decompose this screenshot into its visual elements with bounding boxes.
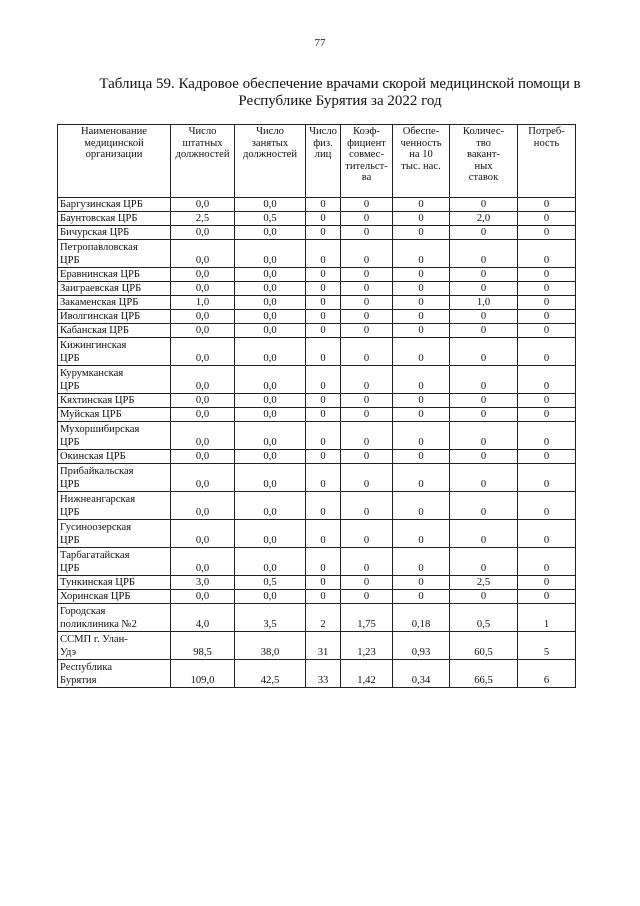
table-row <box>58 296 576 310</box>
value-cell: 1,23 <box>341 632 393 660</box>
value-cell: 0 <box>518 590 576 604</box>
table-row <box>58 450 576 464</box>
value-cell: 0 <box>393 492 450 520</box>
value-cell: 0,0 <box>171 450 235 464</box>
table-row <box>58 548 576 576</box>
value-cell: 0 <box>306 198 341 212</box>
value-cell: 0,0 <box>235 464 306 492</box>
value-cell: 0 <box>306 492 341 520</box>
value-cell: 2,5 <box>171 212 235 226</box>
value-cell: 0 <box>393 310 450 324</box>
table-row <box>58 212 576 226</box>
value-cell: 0,0 <box>171 394 235 408</box>
value-cell: 0 <box>306 296 341 310</box>
value-cell: 0 <box>518 422 576 450</box>
value-cell: 0 <box>306 212 341 226</box>
column-header-line: штатных <box>182 137 223 149</box>
value-cell: 0 <box>341 590 393 604</box>
value-cell: 0,5 <box>235 576 306 590</box>
column-header-line: Коэф- <box>353 126 380 137</box>
table-row <box>58 604 576 632</box>
column-header-2 <box>235 125 306 198</box>
value-cell: 0 <box>306 590 341 604</box>
value-cell: 0 <box>518 366 576 394</box>
value-cell: 98,5 <box>171 632 235 660</box>
value-cell: 0,5 <box>235 212 306 226</box>
column-header-5 <box>393 125 450 198</box>
table-row <box>58 464 576 492</box>
column-header-line: медицинской <box>84 137 144 149</box>
value-cell: 0,0 <box>235 240 306 268</box>
column-header-line: Число <box>188 126 217 137</box>
value-cell: 0 <box>450 310 518 324</box>
organization-name-cell <box>58 296 171 310</box>
value-cell: 42,5 <box>235 660 306 688</box>
column-header-line: вакант- <box>466 149 501 160</box>
value-cell: 2 <box>306 604 341 632</box>
value-cell: 0 <box>341 296 393 310</box>
organization-name-cell <box>58 408 171 422</box>
column-header-line: ченность <box>400 137 442 149</box>
value-cell: 0,0 <box>235 296 306 310</box>
table-row <box>58 268 576 282</box>
value-cell: 0 <box>518 492 576 520</box>
value-cell: 0 <box>341 268 393 282</box>
table-title-line-2: Республике Бурятия за 2022 год <box>238 93 442 109</box>
value-cell: 0 <box>518 226 576 240</box>
value-cell: 3,0 <box>171 576 235 590</box>
value-cell: 0 <box>341 394 393 408</box>
value-cell: 0 <box>341 422 393 450</box>
value-cell: 0 <box>306 226 341 240</box>
value-cell: 0 <box>518 394 576 408</box>
column-header-line: Наименование <box>81 126 147 137</box>
organization-name-cell <box>58 632 171 660</box>
value-cell: 0 <box>341 408 393 422</box>
value-cell: 0 <box>450 226 518 240</box>
organization-name-line: Нижнеангарская <box>60 494 136 505</box>
table-row <box>58 576 576 590</box>
value-cell: 0,0 <box>235 338 306 366</box>
value-cell: 0 <box>393 464 450 492</box>
organization-name-cell <box>58 226 171 240</box>
value-cell: 0 <box>306 464 341 492</box>
value-cell: 6 <box>518 660 576 688</box>
value-cell: 1,42 <box>341 660 393 688</box>
value-cell: 0,0 <box>171 492 235 520</box>
value-cell: 0 <box>393 408 450 422</box>
value-cell: 33 <box>306 660 341 688</box>
table-row <box>58 408 576 422</box>
column-header-line: должностей <box>175 149 230 160</box>
value-cell: 0,0 <box>171 338 235 366</box>
column-header-line: должностей <box>242 149 298 160</box>
organization-name-cell <box>58 590 171 604</box>
value-cell: 0 <box>341 240 393 268</box>
staffing-table <box>57 124 576 688</box>
organization-name-line: Кижингинская <box>60 340 127 351</box>
column-header-line: Обеспе- <box>402 126 440 137</box>
value-cell: 0 <box>341 310 393 324</box>
table-row <box>58 338 576 366</box>
organization-name-cell <box>58 576 171 590</box>
value-cell: 0,0 <box>171 324 235 338</box>
column-header-line: тыс. нас. <box>401 160 441 172</box>
value-cell: 2,0 <box>450 212 518 226</box>
value-cell: 0 <box>306 366 341 394</box>
value-cell: 0 <box>393 226 450 240</box>
value-cell: 66,5 <box>450 660 518 688</box>
organization-name-line: Курумканская <box>60 368 124 379</box>
table-row <box>58 590 576 604</box>
organization-name-cell <box>58 240 171 268</box>
value-cell: 0,0 <box>235 548 306 576</box>
value-cell: 0 <box>450 324 518 338</box>
column-header-line: Потреб- <box>528 126 565 137</box>
organization-name-cell <box>58 394 171 408</box>
value-cell: 5 <box>518 632 576 660</box>
column-header-line: Количес- <box>462 126 505 137</box>
column-header-line: ных <box>474 160 493 172</box>
table-title-line-1: Таблица 59. Кадровое обеспечение врачами скорой медицинской помощи в <box>99 76 581 92</box>
organization-name-cell <box>58 268 171 282</box>
organization-name-line: Окинская ЦРБ <box>60 451 126 462</box>
value-cell: 0,0 <box>235 310 306 324</box>
value-cell: 0 <box>341 520 393 548</box>
value-cell: 0 <box>306 548 341 576</box>
value-cell: 1,0 <box>171 296 235 310</box>
value-cell: 0,0 <box>235 226 306 240</box>
organization-name-line: Петропавловская <box>60 242 138 253</box>
value-cell: 0 <box>450 464 518 492</box>
value-cell: 0 <box>518 198 576 212</box>
value-cell: 0 <box>341 492 393 520</box>
column-header-line: фициент <box>347 137 386 149</box>
value-cell: 0,5 <box>450 604 518 632</box>
column-header-line: совмес- <box>349 149 384 160</box>
value-cell: 0 <box>393 212 450 226</box>
value-cell: 0 <box>450 520 518 548</box>
value-cell: 0 <box>306 268 341 282</box>
table-row <box>58 226 576 240</box>
value-cell: 0 <box>341 464 393 492</box>
value-cell: 0 <box>518 296 576 310</box>
value-cell: 0 <box>341 324 393 338</box>
value-cell: 0 <box>518 324 576 338</box>
value-cell: 4,0 <box>171 604 235 632</box>
value-cell: 0,0 <box>235 450 306 464</box>
value-cell: 2,5 <box>450 576 518 590</box>
value-cell: 1 <box>518 604 576 632</box>
organization-name-cell <box>58 212 171 226</box>
value-cell: 0,0 <box>235 268 306 282</box>
value-cell: 0,0 <box>235 422 306 450</box>
value-cell: 0 <box>393 450 450 464</box>
column-header-line: физ. <box>313 137 333 149</box>
organization-name-cell <box>58 464 171 492</box>
value-cell: 0 <box>518 548 576 576</box>
value-cell: 0 <box>450 394 518 408</box>
value-cell: 0 <box>518 520 576 548</box>
value-cell: 0,0 <box>235 408 306 422</box>
organization-name-line: Закаменская ЦРБ <box>60 297 139 308</box>
column-header-line: на 10 <box>409 149 433 160</box>
value-cell: 0,0 <box>171 408 235 422</box>
value-cell: 0 <box>518 338 576 366</box>
organization-name-line: Муйская ЦРБ <box>60 409 122 420</box>
organization-name-line: Заиграевская ЦРБ <box>60 283 142 294</box>
value-cell: 0 <box>450 240 518 268</box>
value-cell: 0,34 <box>393 660 450 688</box>
organization-name-line: Хоринская ЦРБ <box>60 591 131 602</box>
value-cell: 0 <box>393 282 450 296</box>
value-cell: 0 <box>306 576 341 590</box>
value-cell: 0 <box>341 198 393 212</box>
value-cell: 0 <box>341 282 393 296</box>
value-cell: 0 <box>393 394 450 408</box>
value-cell: 0 <box>450 268 518 282</box>
value-cell: 0,0 <box>235 394 306 408</box>
organization-name-line: Республика <box>60 662 113 673</box>
value-cell: 0,0 <box>171 310 235 324</box>
organization-name-line: Городская <box>60 606 106 617</box>
value-cell: 0 <box>450 198 518 212</box>
value-cell: 0,0 <box>235 590 306 604</box>
page-number: 77 <box>314 37 326 49</box>
table-header-row <box>58 125 576 198</box>
table-row <box>58 240 576 268</box>
column-header-line: ва <box>361 172 372 183</box>
value-cell: 0 <box>306 324 341 338</box>
value-cell: 0,0 <box>235 324 306 338</box>
column-header-4 <box>341 125 393 198</box>
value-cell: 0,0 <box>171 268 235 282</box>
column-header-line: тво <box>476 137 491 149</box>
organization-name-cell <box>58 324 171 338</box>
organization-name-line: Тарбагатайская <box>60 550 130 561</box>
column-header-1 <box>171 125 235 198</box>
organization-name-line: ЦРБ <box>60 353 80 364</box>
organization-name-line: Еравнинская ЦРБ <box>60 269 141 280</box>
value-cell: 0 <box>450 492 518 520</box>
value-cell: 0 <box>393 198 450 212</box>
value-cell: 0 <box>306 394 341 408</box>
organization-name-cell <box>58 198 171 212</box>
value-cell: 0 <box>450 408 518 422</box>
value-cell: 0,18 <box>393 604 450 632</box>
value-cell: 0 <box>341 548 393 576</box>
value-cell: 0,0 <box>235 520 306 548</box>
value-cell: 1,0 <box>450 296 518 310</box>
table-row <box>58 282 576 296</box>
value-cell: 0,0 <box>171 226 235 240</box>
table-row <box>58 632 576 660</box>
column-header-line: занятых <box>251 137 289 149</box>
value-cell: 0 <box>393 422 450 450</box>
value-cell: 0 <box>393 590 450 604</box>
value-cell: 0 <box>393 366 450 394</box>
value-cell: 0 <box>306 310 341 324</box>
value-cell: 0 <box>518 464 576 492</box>
value-cell: 0 <box>341 338 393 366</box>
value-cell: 0,0 <box>171 422 235 450</box>
value-cell: 38,0 <box>235 632 306 660</box>
organization-name-cell <box>58 282 171 296</box>
organization-name-cell <box>58 338 171 366</box>
organization-name-line: Иволгинская ЦРБ <box>60 311 141 322</box>
table-row <box>58 198 576 212</box>
value-cell: 0,0 <box>171 464 235 492</box>
column-header-line: тительст- <box>345 160 388 172</box>
value-cell: 0 <box>341 450 393 464</box>
organization-name-line: Кяхтинская ЦРБ <box>60 395 135 406</box>
table-row <box>58 520 576 548</box>
organization-name-line: ССМП г. Улан- <box>60 634 128 645</box>
value-cell: 3,5 <box>235 604 306 632</box>
value-cell: 0,0 <box>171 520 235 548</box>
organization-name-cell <box>58 548 171 576</box>
value-cell: 0,0 <box>171 366 235 394</box>
value-cell: 0,0 <box>171 240 235 268</box>
value-cell: 0 <box>518 450 576 464</box>
value-cell: 0 <box>450 366 518 394</box>
value-cell: 0 <box>341 366 393 394</box>
organization-name-line: Баунтовская ЦРБ <box>60 213 138 224</box>
value-cell: 0 <box>518 282 576 296</box>
table-row <box>58 422 576 450</box>
organization-name-cell <box>58 604 171 632</box>
value-cell: 0 <box>306 240 341 268</box>
column-header-line: лиц <box>314 149 332 160</box>
value-cell: 0 <box>341 226 393 240</box>
organization-name-cell <box>58 366 171 394</box>
organization-name-cell <box>58 492 171 520</box>
organization-name-line: ЦРБ <box>60 507 80 518</box>
column-header-line: организации <box>85 149 143 160</box>
value-cell: 0,0 <box>171 590 235 604</box>
value-cell: 0 <box>306 408 341 422</box>
organization-name-line: Кабанская ЦРБ <box>60 325 129 336</box>
value-cell: 0,93 <box>393 632 450 660</box>
organization-name-line: поликлиника №2 <box>60 619 137 630</box>
value-cell: 0 <box>518 212 576 226</box>
organization-name-line: ЦРБ <box>60 255 80 266</box>
value-cell: 0 <box>393 296 450 310</box>
value-cell: 0 <box>341 212 393 226</box>
value-cell: 0 <box>306 422 341 450</box>
value-cell: 1,75 <box>341 604 393 632</box>
table-row <box>58 394 576 408</box>
table-row <box>58 660 576 688</box>
organization-name-line: Тункинская ЦРБ <box>60 577 135 588</box>
organization-name-cell <box>58 520 171 548</box>
value-cell: 0,0 <box>171 198 235 212</box>
value-cell: 0 <box>450 450 518 464</box>
column-header-line: Число <box>256 126 284 137</box>
organization-name-line: Бичурская ЦРБ <box>60 227 130 238</box>
value-cell: 0 <box>393 324 450 338</box>
organization-name-line: Гусиноозерская <box>60 522 132 533</box>
organization-name-line: Баргузинская ЦРБ <box>60 199 143 210</box>
organization-name-line: Бурятия <box>60 675 97 686</box>
value-cell: 0 <box>518 408 576 422</box>
value-cell: 0,0 <box>171 282 235 296</box>
value-cell: 0 <box>450 590 518 604</box>
value-cell: 0 <box>450 548 518 576</box>
organization-name-line: ЦРБ <box>60 479 80 490</box>
column-header-line: Число <box>309 126 337 137</box>
column-header-line: ность <box>533 137 560 149</box>
value-cell: 31 <box>306 632 341 660</box>
value-cell: 0 <box>393 268 450 282</box>
value-cell: 0 <box>306 282 341 296</box>
value-cell: 0 <box>393 338 450 366</box>
table-row <box>58 310 576 324</box>
value-cell: 0,0 <box>235 198 306 212</box>
value-cell: 0 <box>450 422 518 450</box>
column-header-7 <box>518 125 576 198</box>
value-cell: 0 <box>450 338 518 366</box>
table-row <box>58 492 576 520</box>
table-row <box>58 324 576 338</box>
value-cell: 0 <box>393 576 450 590</box>
column-header-6 <box>450 125 518 198</box>
value-cell: 109,0 <box>171 660 235 688</box>
value-cell: 0 <box>306 450 341 464</box>
organization-name-cell <box>58 660 171 688</box>
value-cell: 0 <box>518 268 576 282</box>
value-cell: 0,0 <box>235 492 306 520</box>
organization-name-cell <box>58 450 171 464</box>
value-cell: 0 <box>450 282 518 296</box>
organization-name-line: ЦРБ <box>60 535 80 546</box>
table-body <box>58 198 576 688</box>
column-header-3 <box>306 125 341 198</box>
value-cell: 0 <box>393 520 450 548</box>
table-title <box>60 76 620 110</box>
value-cell: 0,0 <box>235 366 306 394</box>
value-cell: 0 <box>306 338 341 366</box>
value-cell: 0 <box>306 520 341 548</box>
organization-name-line: ЦРБ <box>60 563 80 574</box>
organization-name-line: Мухоршибирская <box>60 424 140 435</box>
organization-name-line: ЦРБ <box>60 437 80 448</box>
organization-name-line: Прибайкальская <box>60 466 134 477</box>
table-row <box>58 366 576 394</box>
organization-name-line: Удэ <box>60 647 77 658</box>
organization-name-cell <box>58 310 171 324</box>
value-cell: 0 <box>341 576 393 590</box>
value-cell: 0 <box>393 548 450 576</box>
value-cell: 0 <box>518 310 576 324</box>
value-cell: 0 <box>518 576 576 590</box>
organization-name-line: ЦРБ <box>60 381 80 392</box>
value-cell: 0 <box>393 240 450 268</box>
column-header-line: ставок <box>468 172 499 183</box>
value-cell: 0,0 <box>235 282 306 296</box>
value-cell: 60,5 <box>450 632 518 660</box>
value-cell: 0,0 <box>171 548 235 576</box>
value-cell: 0 <box>518 240 576 268</box>
organization-name-cell <box>58 422 171 450</box>
column-header-0 <box>58 125 171 198</box>
